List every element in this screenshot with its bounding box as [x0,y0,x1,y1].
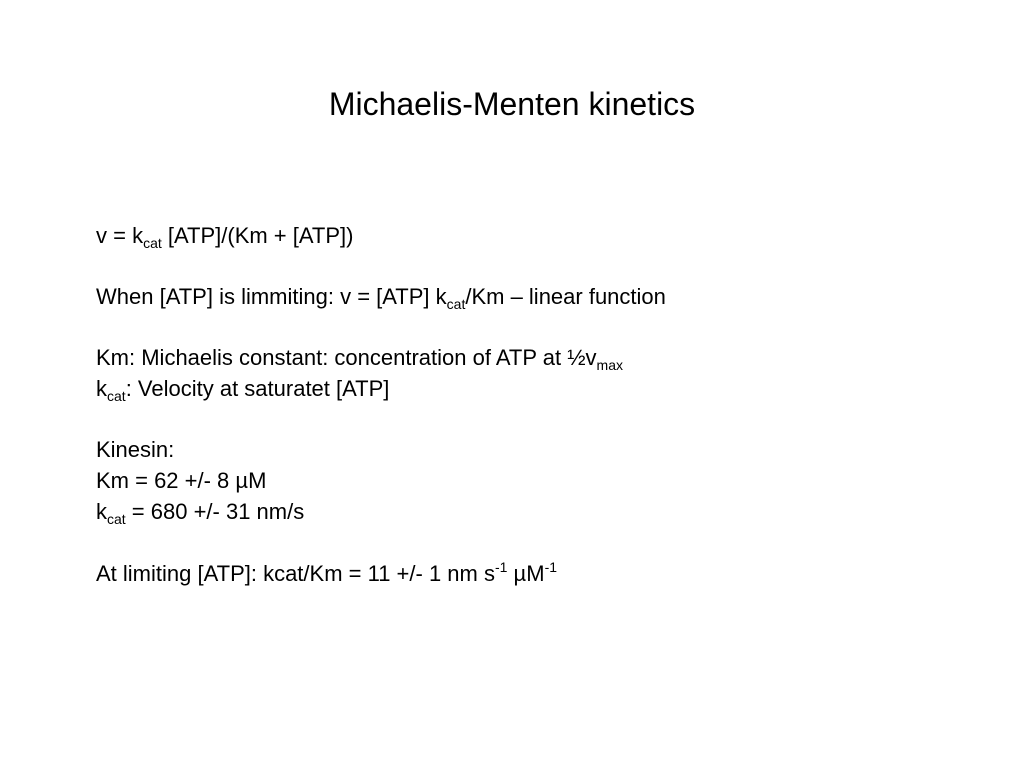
km-definition-sub: max [596,357,623,373]
limiting-prefix: When [ATP] is limmiting: v = [ATP] k [96,284,447,309]
rate-equation [96,222,353,250]
kinesin-kcat-sub: cat [107,511,126,527]
rate-equation-suffix: [ATP]/(Km + [ATP]) [161,223,354,248]
kcat-definition-suffix: : Velocity at saturatet [ATP] [125,376,390,401]
rate-equation-sub: cat [143,235,162,251]
kinesin-kcat-value [96,498,304,526]
kinesin-heading: Kinesin: [96,437,175,462]
kcat-definition-sub: cat [107,388,126,404]
kinesin-km-value: Km = 62 +/- 8 µM [96,468,267,493]
ratio-line [96,560,557,588]
kinesin-kcat-prefix: k [96,499,107,524]
limiting-condition-line [96,283,666,311]
ratio-middle: µM [507,561,545,586]
kcat-definition [96,375,389,403]
kcat-definition-prefix: k [96,376,107,401]
ratio-sup-2: -1 [544,559,558,575]
slide-title: Michaelis-Menten kinetics [328,86,696,122]
limiting-suffix: /Km – linear function [465,284,666,309]
ratio-prefix: At limiting [ATP]: kcat/Km = 11 +/- 1 nm s [96,561,495,586]
kinesin-kcat-suffix: = 680 +/- 31 nm/s [125,499,305,524]
km-definition-prefix: Km: Michaelis constant: concentration of ATP at ½v [96,345,597,370]
ratio-sup-1: -1 [494,559,508,575]
km-definition [96,344,623,372]
limiting-sub: cat [446,296,466,312]
rate-equation-prefix: v = k [96,223,144,248]
